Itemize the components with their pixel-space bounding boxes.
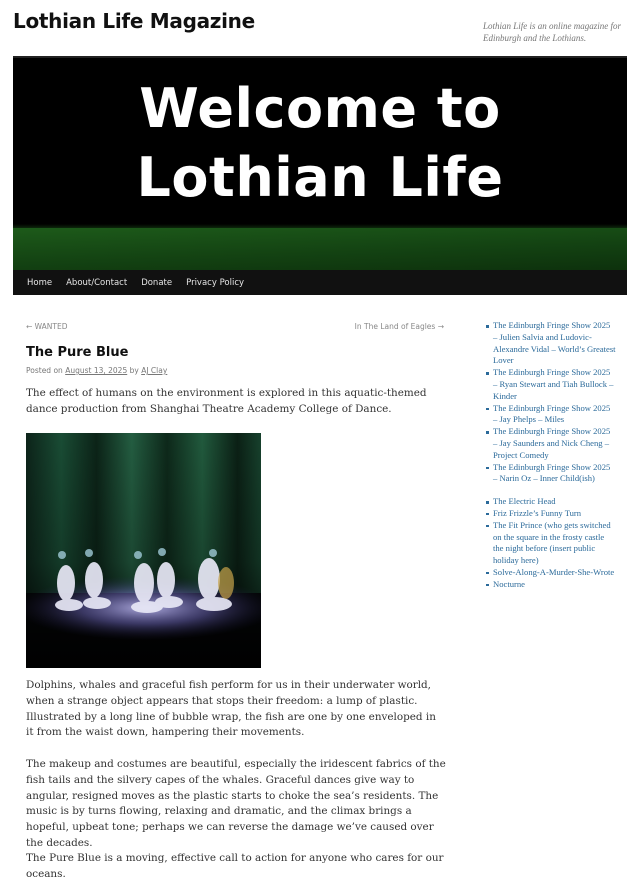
- other-post-link[interactable]: The Fit Prince (who gets switched on the square in the frosty castle the night before (insert public holiday here): [493, 519, 611, 566]
- recent-post-link[interactable]: The Edinburgh Fringe Show 2025 – Jay Phelps – Miles: [493, 402, 611, 425]
- recent-post-link[interactable]: The Edinburgh Fringe Show 2025 – Julien Salvia and Ludovic-Alexandre Vidal – World’s Greatest Lover: [493, 320, 616, 366]
- by-label: by: [129, 366, 139, 375]
- list-item: [486, 403, 616, 427]
- banner-line-2: Lothian Life: [136, 146, 504, 209]
- recent-post-link[interactable]: The Edinburgh Fringe Show 2025 – Narin Oz – Inner Child(ish): [493, 461, 611, 484]
- dance-production-photo: [26, 433, 261, 668]
- list-item: [486, 496, 616, 508]
- post-author-link[interactable]: AJ Clay: [141, 366, 168, 375]
- next-post-link[interactable]: In The Land of Eagles →: [354, 322, 444, 331]
- other-post-link[interactable]: Nocturne: [493, 578, 525, 589]
- list-item: [486, 520, 616, 567]
- nav-donate[interactable]: Donate: [141, 277, 173, 288]
- recent-posts-list: [486, 320, 616, 485]
- post-meta: [26, 366, 167, 375]
- post-date-link[interactable]: August 13, 2025: [65, 366, 128, 375]
- post-paragraph-4: The Pure Blue is a moving, effective call to action for anyone who cares for our oceans.: [26, 852, 444, 880]
- list-item: [486, 579, 616, 591]
- site-title[interactable]: Lothian Life Magazine: [13, 9, 255, 33]
- other-post-link[interactable]: Friz Frizzle’s Funny Turn: [493, 507, 582, 518]
- list-item: [486, 426, 616, 461]
- post-paragraph-3: The makeup and costumes are beautiful, especially the iridescent fabrics of the fish tails and the silvery capes of the whales. Graceful dances give way to angular, resigned moves as the plastic starts to choke the sea’s residents. The music is by turns flowing, relaxing and dramatic, and the climax brings a hopeful, upbeat tone; perhaps we can reverse the damage we’ve caused over the decades.: [26, 758, 446, 849]
- nav-home[interactable]: Home: [27, 277, 53, 288]
- list-item: [486, 508, 616, 520]
- list-item: [486, 567, 616, 579]
- post-paragraph-1: The effect of humans on the environment is explored in this aquatic-themed dance production from Shanghai Theatre Academy College of Dance.: [26, 387, 427, 415]
- other-post-link[interactable]: Solve-Along-A-Murder-She-Wrote: [493, 566, 615, 577]
- banner-green-band: [13, 228, 627, 270]
- other-posts-list: [486, 496, 616, 590]
- nav-about-contact[interactable]: About/Contact: [66, 277, 128, 288]
- post-title: The Pure Blue: [26, 345, 129, 360]
- post-navigation: [26, 322, 444, 334]
- previous-post-link[interactable]: ← WANTED: [26, 322, 68, 331]
- header-banner: [13, 56, 627, 270]
- other-post-link[interactable]: The Electric Head: [493, 496, 556, 507]
- banner-heading: [13, 74, 627, 212]
- main-navigation: [13, 270, 627, 295]
- recent-post-link[interactable]: The Edinburgh Fringe Show 2025 – Jay Saunders and Nick Cheng – Project Comedy: [493, 426, 611, 460]
- list-item: [486, 320, 616, 367]
- sidebar: [486, 320, 616, 591]
- post-paragraph-2: Dolphins, whales and graceful fish perform for us in their underwater world, when a strange object appears that stops their freedom: a lump of plastic. Illustrated by a long line of bubble wrap, the fish are one by one enveloped in it from the waist down, hampering their movements.: [26, 679, 436, 739]
- nav-privacy-policy[interactable]: Privacy Policy: [186, 277, 245, 288]
- banner-line-1: Welcome to: [139, 77, 501, 140]
- list-item: [486, 462, 616, 486]
- site-description: Lothian Life is an online magazine for Edinburgh and the Lothians.: [483, 21, 622, 43]
- list-item: [486, 367, 616, 402]
- posted-on-label: Posted on: [26, 366, 63, 375]
- recent-post-link[interactable]: The Edinburgh Fringe Show 2025 – Ryan Stewart and Tiah Bullock – Kinder: [493, 367, 614, 401]
